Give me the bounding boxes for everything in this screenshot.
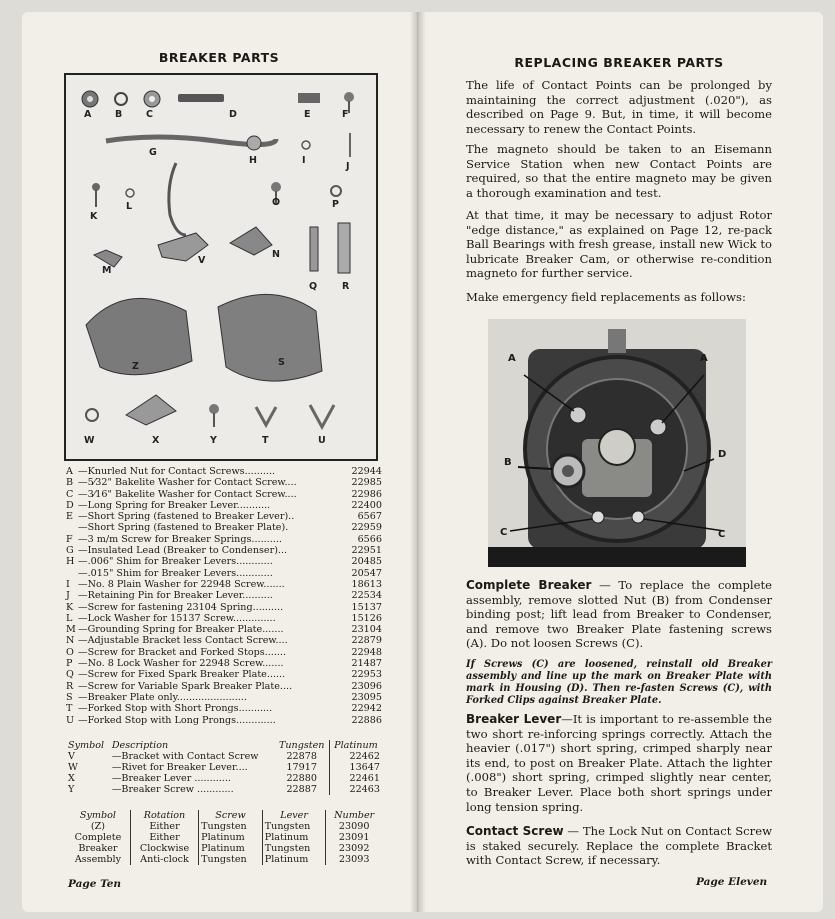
paragraph: At that time, it may be necessary to adjust Rotor "edge distance," as explained on Page 12, re-pack Ball Bearings with fresh grease, install new Wick to lubricate Breaker Cam, or otherwise re-condition magneto for further service.: [466, 208, 772, 281]
paragraph: The life of Contact Points can be prolonged by maintaining the correct adjustment (.020"), as described on Page 9. But, in time, it will become necessary to renew the Contact Points.: [466, 78, 772, 136]
figure-label: S: [278, 357, 285, 368]
figure-label: U: [318, 435, 326, 446]
part-row: S —Breaker Plate only....................... 23095: [66, 691, 382, 703]
figure-label: O: [272, 197, 281, 208]
photo-label-c: C: [500, 527, 508, 538]
part-row: A —Knurled Nut for Contact Screws.......... 22944: [66, 466, 382, 477]
parts-illustration: [66, 75, 376, 459]
section-text: — The Lock Nut on Contact Screw is staked securely. Replace the complete Bracket with Contact Screw, if necessary.: [466, 824, 773, 868]
part-row: N —Adjustable Bracket less Contact Screw.... 22879: [66, 635, 382, 647]
table-row: Assembly Anti-clock Tungsten Platinum 23093: [66, 854, 382, 865]
part-row: C —3⁄16" Bakelite Washer for Contact Screw.... 22986: [66, 488, 382, 500]
table-row: (Z) Either Tungsten Tungsten 23090: [66, 821, 382, 832]
page-number-left: Page Ten: [68, 878, 122, 890]
photo-label-b: B: [504, 457, 512, 468]
figure-label: B: [115, 109, 123, 120]
table-row: V —Bracket with Contact Screw 22878 22462: [68, 751, 380, 762]
table-row: Complete Either Platinum Platinum 23091: [66, 832, 382, 843]
part-row: K —Screw for fastening 23104 Spring.......... 15137: [66, 601, 382, 613]
paragraph: The magneto should be taken to an Eisemann Service Station when new Contact Points are required, so that the entire magneto may be given a thorough examination and test.: [466, 142, 772, 200]
figure-label: T: [262, 435, 269, 446]
figure-label: H: [249, 155, 257, 166]
part-row: H —.006" Shim for Breaker Levers............ 20485: [66, 556, 382, 568]
figure-label: C: [146, 109, 153, 120]
breaker-parts-figure: [64, 73, 378, 461]
magneto-photo: [488, 319, 746, 567]
contact-table: [66, 740, 382, 795]
table-row: W —Rivet for Breaker Lever.... 17917 13647: [68, 762, 380, 773]
col-header: Screw: [199, 810, 263, 821]
photo-label-d: D: [718, 449, 727, 460]
figure-label: Q: [309, 281, 318, 292]
figure-label: Z: [132, 361, 139, 372]
col-header: Rotation: [130, 810, 198, 821]
part-row: —Short Spring (fastened to Breaker Plate). 22959: [78, 522, 382, 534]
binding-gutter: [410, 12, 426, 912]
section-lead: Contact Screw: [466, 824, 564, 838]
complete-breaker-section: [466, 578, 772, 651]
part-row: I —No. 8 Plain Washer for 22948 Screw....... 18613: [66, 578, 382, 590]
figure-label: W: [84, 435, 95, 446]
figure-label: L: [126, 201, 133, 212]
figure-label: N: [272, 249, 280, 260]
page-number-right: Page Eleven: [696, 876, 768, 888]
part-row: R —Screw for Variable Spark Breaker Plate.... 23096: [66, 680, 382, 692]
paragraph: Make emergency field replacements as follows:: [466, 290, 746, 304]
part-row: T —Forked Stop with Short Prongs........... 22942: [66, 703, 382, 715]
breaker-lever-section: [466, 712, 772, 814]
part-row: L —Lock Washer for 15137 Screw.............. 15126: [66, 612, 382, 624]
part-row: Q —Screw for Fixed Spark Breaker Plate...... 22953: [66, 669, 382, 681]
col-header: Tungsten: [275, 740, 330, 751]
right-heading: REPLACING BREAKER PARTS: [514, 55, 724, 70]
section-lead: Complete Breaker: [466, 578, 592, 592]
parts-list: [66, 466, 382, 726]
left-heading: BREAKER PARTS: [158, 50, 280, 65]
figure-label: P: [332, 199, 339, 210]
section-text: —It is important to re-assemble the two short re-inforcing springs correctly. Attach the heavier (.017") short spring, crimped sharply near its end, to post on Breaker Plate. Attach the lighter (.008") short spring, crimped slightly near center, to Breaker Lever. Place both short springs under long tension spring.: [466, 712, 773, 814]
part-row: O —Screw for Bracket and Forked Stops....... 22948: [66, 646, 382, 658]
col-header: Number: [334, 810, 375, 821]
col-header: Symbol: [66, 810, 130, 821]
part-row: E —Short Spring (fastened to Breaker Lever).. 6567: [66, 511, 382, 523]
photo-label-c: C: [718, 529, 726, 540]
col-header: Lever: [262, 810, 326, 821]
part-row: B —5⁄32" Bakelite Washer for Contact Screw.... 22985: [66, 477, 382, 489]
part-row: P —No. 8 Lock Washer for 22948 Screw....... 21487: [66, 658, 382, 670]
part-row: J —Retaining Pin for Breaker Lever.......... 22534: [66, 590, 382, 602]
figure-label: A: [84, 109, 92, 120]
section-lead: Breaker Lever: [466, 712, 562, 726]
col-header: Symbol: [68, 740, 105, 751]
figure-label: Y: [210, 435, 217, 446]
part-row: —.015" Shim for Breaker Levers............ 20547: [78, 567, 382, 579]
col-header: Platinum: [334, 740, 378, 751]
col-header: Description: [111, 740, 169, 751]
figure-label: K: [90, 211, 98, 222]
figure-label: M: [102, 265, 112, 276]
figure-label: G: [149, 147, 157, 158]
figure-label: X: [152, 435, 160, 446]
photo-label-a: A: [700, 353, 708, 364]
figure-label: D: [229, 109, 237, 120]
part-row: D —Long Spring for Breaker Lever........... 22400: [66, 499, 382, 511]
table-row: X —Breaker Lever ............ 22880 22461: [68, 773, 380, 784]
figure-label: I: [302, 155, 306, 166]
figure-label: E: [304, 109, 311, 120]
section-text: — To replace the complete assembly, remove slotted Nut (B) from Condenser binding post; lift lead from Breaker to Condenser, and remove two Breaker Plate fastening screws (A). Do not loosen Screws (C).: [466, 578, 772, 651]
figure-label: R: [342, 281, 350, 292]
contact-screw-section: [466, 824, 772, 868]
part-row: U —Forked Stop with Long Prongs............. 22886: [66, 714, 382, 726]
figure-label: F: [342, 109, 349, 120]
photo-label-a: A: [508, 353, 516, 364]
table-row: Y —Breaker Screw ............ 22887 22463: [68, 784, 380, 795]
part-row: F —3 m/m Screw for Breaker Springs.......... 6566: [66, 533, 382, 545]
assembly-table: [66, 810, 382, 865]
part-row: G —Insulated Lead (Breaker to Condenser)... 22951: [66, 545, 382, 557]
figure-label: J: [346, 161, 350, 172]
italic-note: If Screws (C) are loosened, reinstall old Breaker assembly and line up the mark on Breaker Plate with mark in Housing (D). Then re-fasten Screws (C), with Forked Clips against Breaker Plate.: [466, 659, 772, 706]
figure-label: V: [198, 255, 206, 266]
table-row: Breaker Clockwise Platinum Tungsten 23092: [66, 843, 382, 854]
part-row: M —Grounding Spring for Breaker Plate....... 23104: [66, 624, 382, 636]
